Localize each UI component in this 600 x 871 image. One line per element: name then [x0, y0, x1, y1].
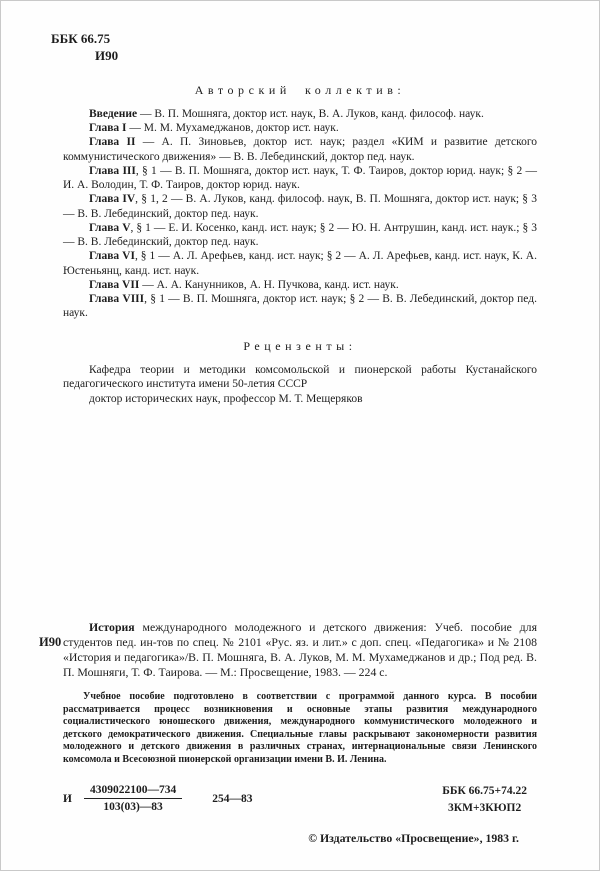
entry-text: , § 1 — Е. И. Косенко, канд. ист. наук; § 2 — Ю. Н. Антрушин, канд. ист. наук.; § 3 — В. В. Лебединский, доктор пед. наук.: [63, 221, 537, 249]
catalog-text: международного молодежного и детского движения: Учеб. пособие для студентов пед. ин-тов по спец. № 2101 «Рус. яз. и лит.» с доп. спец. «Педагогика» и № 2108 «История и педагогика»/В. П. Мошняга, В. А. Луков, М. М. Мухамеджанов и др.; Под ред. В. П. Мошняги, Т. Ф. Таирова. — М.: Просвещение, 1983. — 224 с.: [63, 619, 537, 679]
chapter-label: Глава V: [89, 221, 131, 234]
authors-list: [63, 107, 537, 321]
chapter-label: Глава VIII: [89, 293, 145, 306]
author-entry: [63, 121, 537, 135]
fraction-denominator: 103(03)—83: [103, 801, 163, 814]
bbk-code: ББК 66.75: [51, 31, 111, 46]
catalog-lead-word: История: [89, 619, 135, 634]
chapter-label: Глава VII: [89, 278, 140, 291]
reviewers-list: [63, 363, 537, 406]
copyright-line: © Издательство «Просвещение», 1983 г.: [308, 831, 519, 845]
annotation-text: Учебное пособие подготовлено в соответствии с программой данного курса. В пособии рассматривается процесс возникновения и основные этапы развития международного социалистического юношеского движения, международного коммунистического молодежного и детского демократического движения. Специальные главы раскрывают закономерности развития молодежного и детского движения в различных странах, интернациональные связи Ленинского комсомола и Всесоюзной пионерской организации имени В. И. Ленина.: [63, 690, 537, 765]
chapter-label: Глава I: [89, 122, 127, 135]
imprint-index-letter: И: [63, 792, 72, 805]
imprint-right-group: [442, 783, 527, 818]
author-entry: [63, 249, 537, 278]
chapter-label: Глава III: [89, 164, 136, 177]
entry-text: , § 1 — А. Л. Арефьев, канд. ист. наук; § 2 — А. Л. Арефьев, канд. ист. наук, К. А. Юстеньянц, канд. ист. наук.: [63, 250, 537, 277]
reviewer-entry: Кафедра теории и методики комсомольской и пионерской работы Кустанайского педагогического института имени 50-летия СССР: [63, 363, 537, 391]
entry-text: — В. П. Мошняга, доктор ист. наук, В. А. Луков, канд. философ. наук.: [137, 107, 484, 120]
top-classification-codes: [51, 31, 537, 65]
annotation-block: [63, 691, 537, 767]
chapter-label: Глава II: [89, 136, 136, 149]
author-entry: [63, 192, 537, 221]
order-code: 254—83: [212, 792, 253, 805]
imprint-left-group: [63, 783, 252, 816]
catalog-entry: [63, 620, 537, 680]
entry-text: — М. М. Мухамеджанов, доктор ист. наук.: [126, 122, 339, 135]
author-entry: [63, 221, 537, 250]
entry-text: , § 1 — В. П. Мошняга, доктор ист. наук, Т. Ф. Таиров, доктор юрид. наук; § 2 — И. А. Володин, Т. Ф. Таиров, доктор юрид. наук.: [63, 164, 538, 192]
authors-heading: Авторский коллектив:: [194, 82, 406, 97]
entry-text: , § 1, 2 — В. А. Луков, канд. философ. наук, В. П. Мошняга, доктор ист. наук; § 3 — В. В. Лебединский, доктор пед. наук.: [63, 193, 537, 220]
catalog-margin-index: И90: [39, 634, 62, 649]
author-entry: [63, 278, 537, 292]
bbk-bottom-code: ББК 66.75+74.22: [442, 784, 527, 797]
author-entry: [63, 107, 537, 121]
chapter-label: Глава IV: [89, 193, 136, 206]
book-index-code: И90: [95, 47, 119, 63]
chapter-label: Введение: [89, 107, 138, 120]
imprint-row: [63, 783, 537, 818]
entry-text: — А. А. Канунников, А. Н. Пучкова, канд. ист. наук.: [139, 278, 399, 291]
chapter-label: Глава VI: [89, 250, 135, 263]
fraction-numerator: 4309022100—734: [84, 783, 182, 800]
reviewers-heading: Рецензенты:: [243, 338, 357, 353]
catalog-number-fraction: [84, 783, 182, 816]
entry-text: , § 1 — В. П. Мошняга, доктор ист. наук; § 2 — В. В. Лебединский, доктор пед. наук.: [63, 293, 537, 320]
reviewer-entry: доктор исторических наук, профессор М. Т. Мещеряков: [89, 392, 363, 405]
author-entry: [63, 135, 537, 164]
vertical-spacer: [63, 406, 537, 620]
catalog-card: [39, 619, 537, 680]
subject-code: 3КМ+3КЮП2: [448, 801, 522, 814]
author-entry: [63, 164, 537, 193]
entry-text: — А. П. Зиновьев, доктор ист. наук; раздел «КИМ и развитие детского коммунистического движения» — В. В. Лебединский, доктор пед. наук.: [63, 136, 538, 163]
author-entry: [63, 292, 537, 321]
